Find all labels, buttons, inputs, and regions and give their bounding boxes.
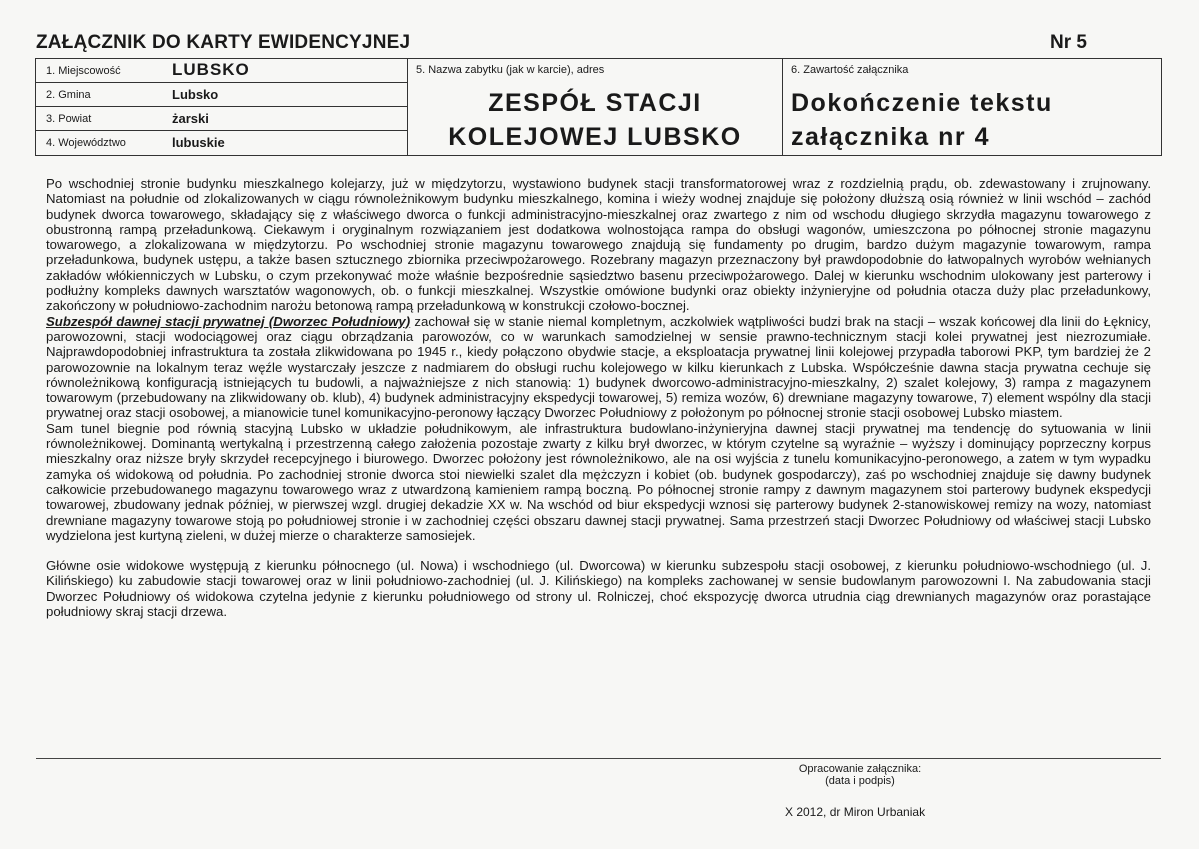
signature-label: (data i podpis) (825, 775, 895, 787)
monument-label: 5. Nazwa zabytku (jak w karcie), adres (416, 64, 605, 76)
field-label: 3. Powiat (46, 113, 92, 125)
paragraph-3: Sam tunel biegnie pod równią stacyjną Lubsko w układzie południkowym, ale infrastruktura budowlano-inżynieryjna dawnej stacji prywatnej ma tendencję do sytuowania w linii równoleżnikowej. Dominantą wertykalną i przestrzenną całego założenia pozostaje zwarty z kilku brył dworzec, w którym czytelne są wyraźnie – wyższy i dominujący poprzeczny korpus mieszkalny oraz niższe bryły skrzydeł recepcyjnego i biurowego. Dworzec położony jest równoleżnikowo, ale na osi wyjścia z tunelu komunikacyjno-peronowego, a zatem w tym wypadku zamyka oś widokową od południa. Po zachodniej stronie dworca stoi niewielki szalet dla mężczyzn i kobiet (ob. budynek gospodarczy), zaś po wschodniej znajduje się dawny budynek całkowicie przebudowanego magazynu towarowego wraz z utwardzoną kamieniem rampą boczną. Po północnej stronie rampy z dawnym magazynem stoi parterowy budynek ekspedycji towarowej, zbudowany jednak później, w pierwszej wzgl. drugiej dekadzie XX w. Na wschód od biur ekspedycji wznosi się parterowy budynek 2-stanowiskowej remizy na wozy, natomiast drewniane magazyny towarowe stoją po południowej stronie i w zachodniej części obszaru dawnej stacji prywatnej. Sama przestrzeń stacji Dworzec Południowy od właściwej stacji Lubsko wydzielona jest kurtyną zieleni, w dużej mierze o charakterze samosiejek. (46, 420, 1151, 543)
field-value: LUBSKO (172, 60, 250, 79)
body-text (46, 176, 1151, 619)
field-row-locality (36, 59, 407, 83)
paragraph-4: Główne osie widokowe występują z kierunku północnego (ul. Nowa) i wschodniego (ul. Dworcowa) w kierunku subzespołu stacji osobowej, z kierunku południowo-wschodniego (ul. J. Kilińskiego) ku zabudowie stacji towarowej oraz w linii południowo-zachodniej (ul. J. Kilińskiego) na kompleks zachowanej w sensie budowlanym parowozowni I. Na zabudowania stacji Dworzec Południowy oś widokowa czytelna jedynie z kierunku południowego od strony ul. Rolniczej, choć ekspozycję dworca utrudnia ciąg drewnianych magazynów oraz porastające południowy skraj stacji drzewa. (46, 558, 1151, 620)
prepared-label: Opracowanie załącznika: (798, 763, 922, 775)
monument-name-line1: ZESPÓŁ STACJI (488, 89, 702, 117)
monument-name-cell (408, 59, 783, 155)
paragraph-1: Po wschodniej stronie budynku mieszkalnego kolejarzy, już w międzytorzu, wystawiono budynek stacji transformatorowej wraz z rozdzielnią prądu, ob. zdewastowany i zrujnowany. Natomiast na południe od zlokalizowanych w ciągu równoleżnikowym budynku mieszkalnego, komina i wieży wodnej znajduje się położony dłuższą osią również w linii wschód – zachód budynek dworca towarowego, składający się z właściwego dworca o funkcji administracyjno-mieszkalnej oraz zwartego z nim od wschodu długiego skrzydła magazynu towarowego z obustronną rampą przeładunkową. Ciekawym i oryginalnym rozwiązaniem jest dodatkowa wolnostojąca rampa do obsługi wagonów, umieszczona po północnej stronie magazynu towarowego, a zlokalizowana w międzytorzu. Po wschodniej stronie magazynu towarowego znajdują się fundamenty po drugim, bardzo dużym magazynie towarowym, rampa przeładunkowa, budynek ustępu, a także basen sztucznego zbiornika przeciwpożarowego. Rozebrany magazyn przeznaczony był prawdopodobnie do łatwopalnych wyrobów wełnianych zakładów włókienniczych w Lubsku, o czym przekonywać może właśnie bezpośrednie sąsiedztwo basenu przeciwpożarowego. Dalej w kierunku wschodnim ulokowany jest parterowy i podłużny kompleks dawnych warsztatów wagonowych, ob. o funkcji mieszkalnej. Wszystkie omówione budynki oraz obiekty inżynieryjne od południa otacza duży plac przeładunkowy, zakończony w południowo-zachodnim narożu betonową rampą przeładunkową w konstrukcji czołowo-bocznej. (46, 176, 1151, 314)
attachment-content-cell (783, 59, 1161, 155)
location-fields (36, 59, 408, 155)
subsection-heading: Subzespół dawnej stacji prywatnej (Dworzec Południowy) (46, 313, 411, 329)
header-table (35, 58, 1162, 156)
attachment-number: Nr 5 (1050, 32, 1087, 53)
field-row-county (36, 107, 407, 131)
field-label: 2. Gmina (46, 89, 91, 101)
monument-name-line2: KOLEJOWEJ LUBSKO (448, 123, 742, 151)
paragraph-2 (46, 314, 1151, 421)
content-line2: załącznika nr 4 (791, 123, 990, 151)
document-title: ZAŁĄCZNIK DO KARTY EWIDENCYJNEJ (36, 32, 411, 53)
field-value: lubuskie (172, 135, 225, 150)
field-value: żarski (172, 111, 209, 126)
paragraph-2-text: zachował się w stanie niemal kompletnym, aczkolwiek wątpliwości budzi brak na stacji – wszak końcowej dla linii do Łęknicy, parowozowni, stacji wodociągowej oraz ciągu obrządzania parowozów, co w warunkach samodzielnej w sensie prawno-technicznym stacji kolei prywatnej jest niezrozumiałe. Najprawdopodobniej infrastruktura ta została zlikwidowana po 1945 r., kiedy połączono obydwie stacje, a eksploatacja prywatnej linii kolejowej przypadła taborowi PKP, tym bardziej że 2 parowozownie na lokalnym teraz węźle wystarczały jeszcze z nadmiarem do obsługi ruchu kolejowego w kilku kierunkach z Lubska. Współcześnie dawna stacja prywatna cechuje się równoleżnikową konfiguracją istniejących tu budowli, a najważniejsze z nich stanowią: 1) budynek dworcowo-administracyjno-mieszkalny, 2) szalet kolejowy, 3) rampa z magazynem towarowym (przebudowany na zlikwidowany ob. klub), 4) budynek administracyjny ekspedycji towarowej, 5) remiza wozów, 6) drewniane magazyny towarowe, 7) element wspólny dla stacji prywatnej oraz stacji osobowej, a mianowicie tunel komunikacyjno-peronowy łączący Dworzec Południowy z położonym po północnej stronie stacji osobowej Lubsko miastem. (46, 313, 1151, 421)
content-line1: Dokończenie tekstu (791, 89, 1053, 117)
field-row-voivodeship (36, 131, 407, 155)
field-label: 4. Województwo (46, 137, 126, 149)
author-line: X 2012, dr Miron Urbaniak (785, 805, 926, 819)
field-value: Lubsko (172, 87, 219, 102)
content-label: 6. Zawartość załącznika (791, 64, 909, 76)
field-row-commune (36, 83, 407, 107)
footer-divider (36, 758, 1161, 759)
field-label: 1. Miejscowość (46, 65, 121, 77)
